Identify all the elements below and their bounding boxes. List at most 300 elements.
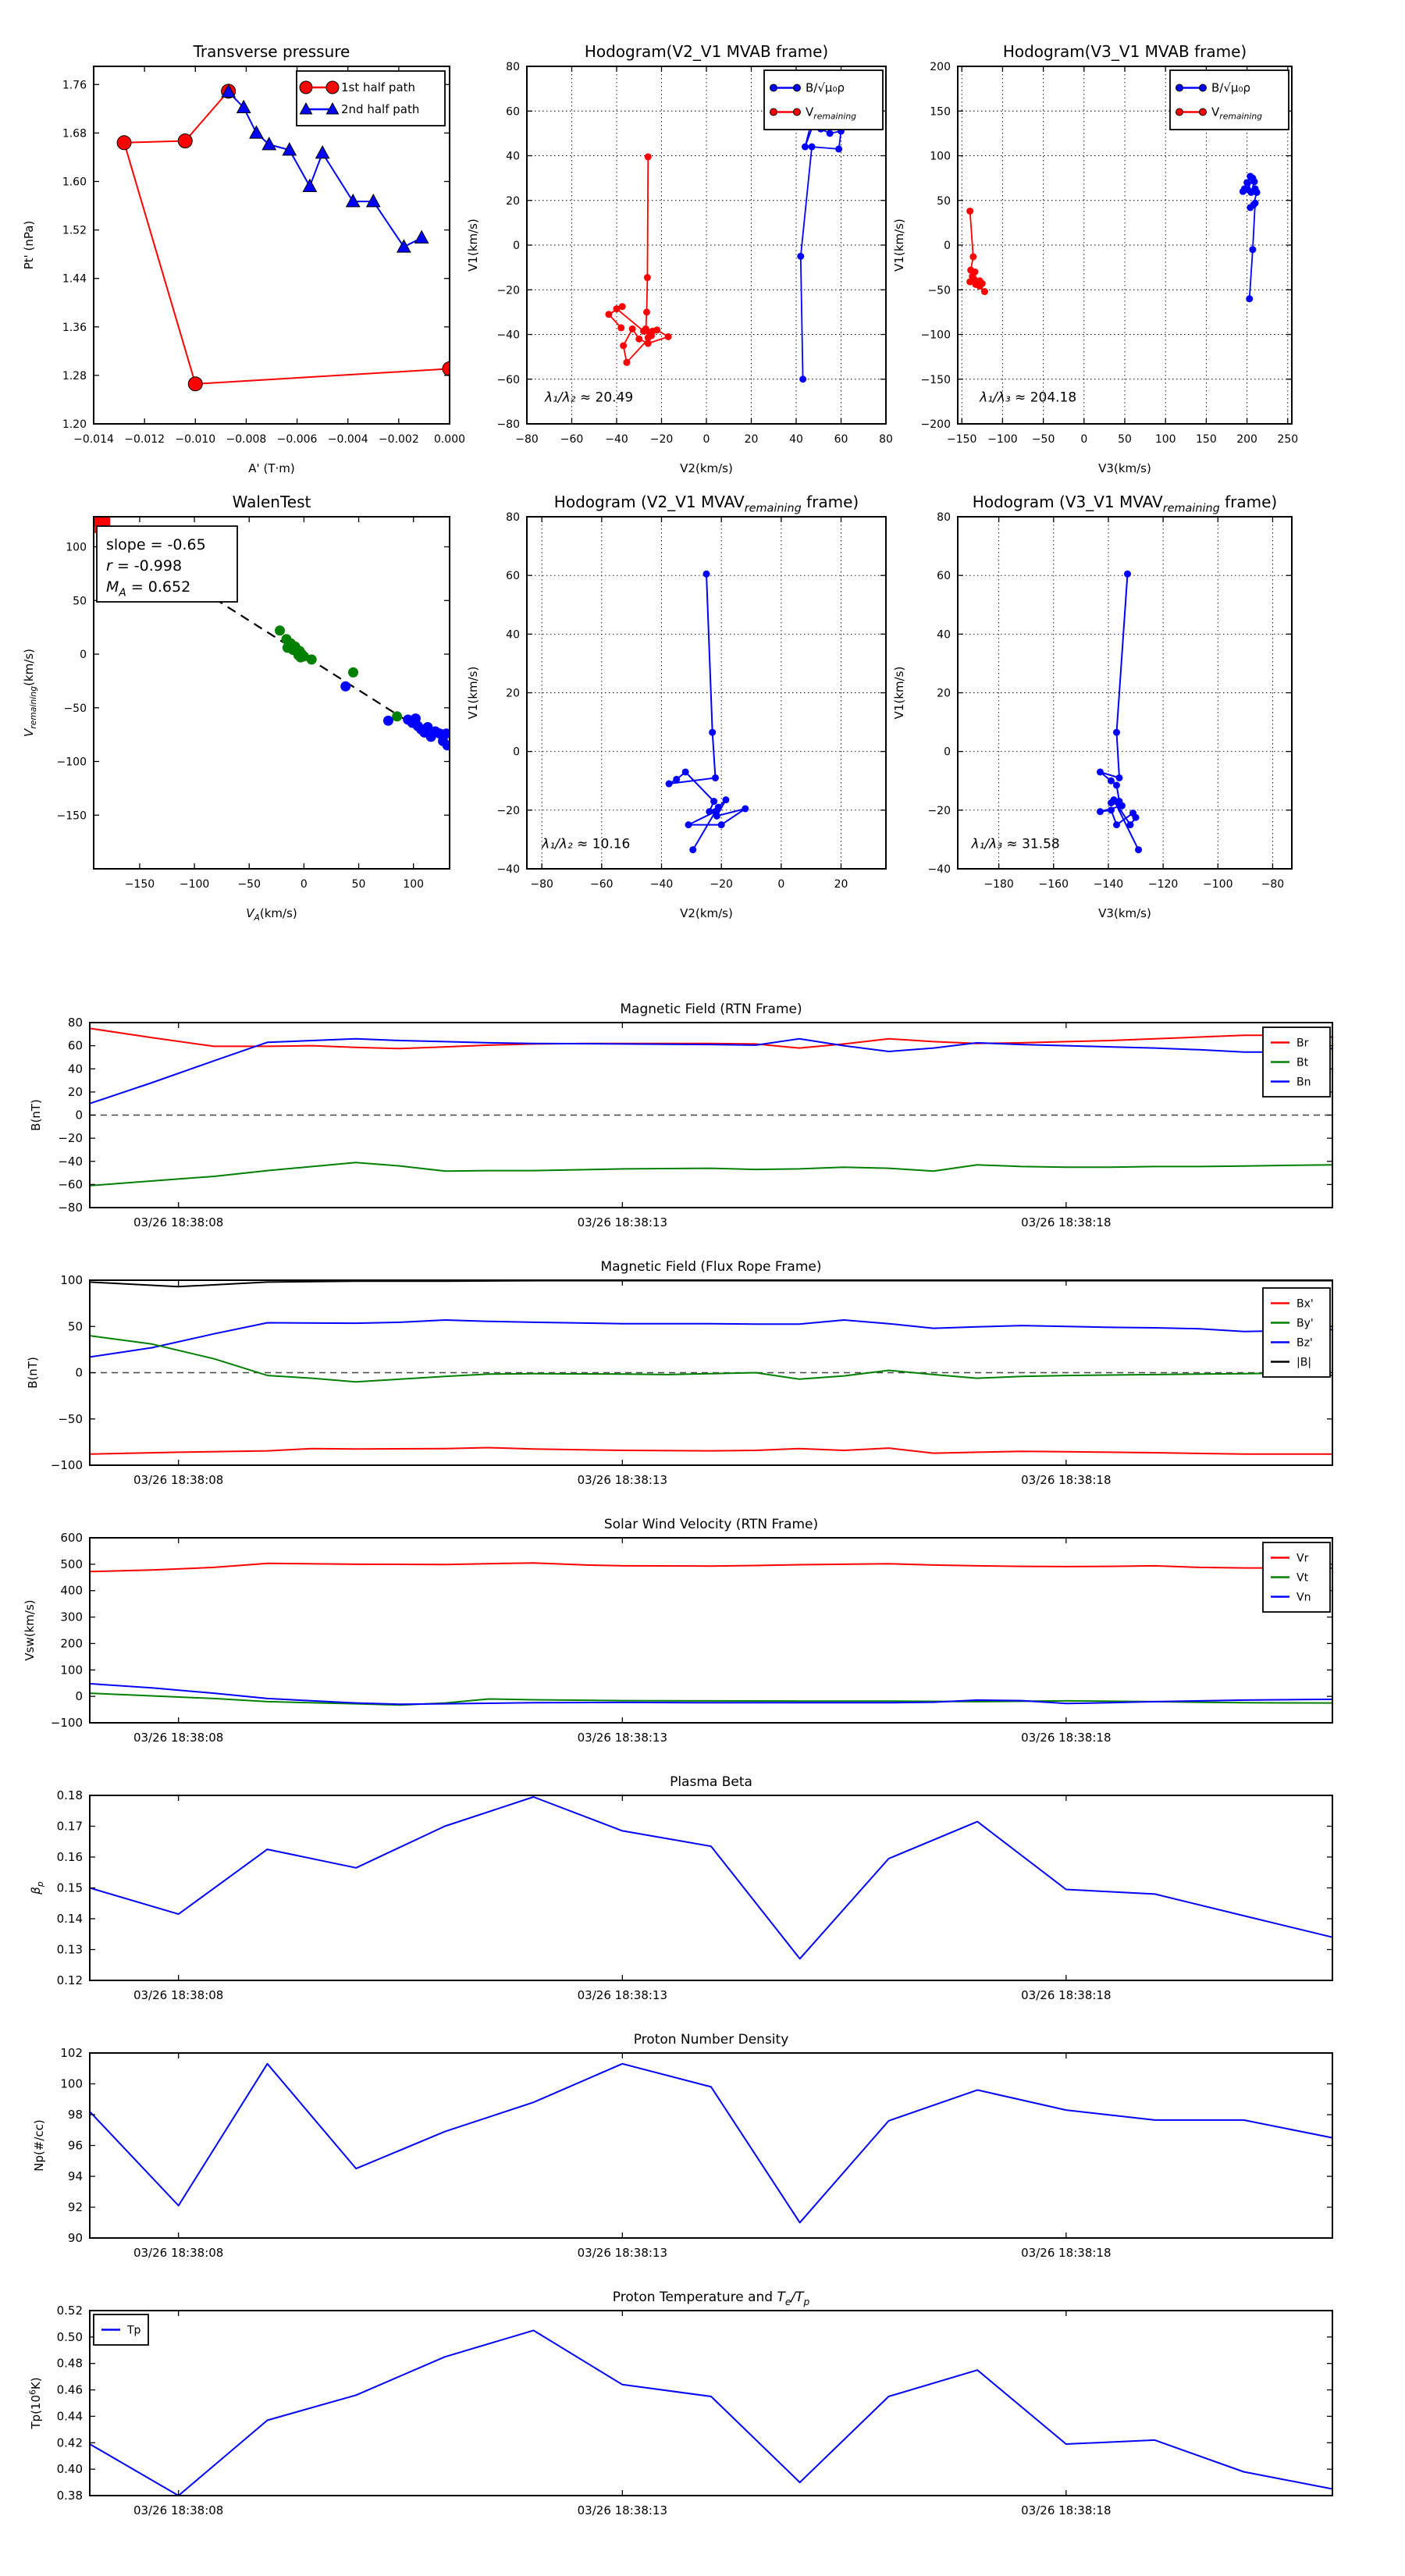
y-tick-label: 0.17 (56, 1819, 83, 1834)
y-axis-label: $\beta_p$ (29, 1881, 46, 1895)
x-tick-label: −80 (530, 878, 553, 891)
y-tick-label: 1.68 (62, 127, 87, 141)
data-point (619, 303, 626, 310)
data-point (178, 133, 192, 148)
data-point (666, 781, 673, 788)
x-tick-label: 50 (1118, 433, 1132, 446)
x-tick-label: 100 (403, 878, 425, 891)
chart-title: Solar Wind Velocity (RTN Frame) (603, 1517, 819, 1532)
data-point (1113, 781, 1120, 788)
legend (1263, 1542, 1330, 1612)
data-point (623, 359, 630, 366)
y-tick-label: −20 (496, 284, 520, 297)
x-tick-label: 0 (777, 878, 785, 891)
data-point (1243, 179, 1250, 186)
stats-line: $M_A = 0.652$ (106, 578, 191, 600)
data-point (1110, 796, 1117, 803)
data-point (1254, 189, 1261, 196)
chart-title: Hodogram (V3_V1 $MVAV_{remaining}$ frame) (972, 493, 1278, 515)
data-point (665, 333, 672, 340)
legend-label: 1st half path (341, 80, 416, 94)
x-tick-label: −120 (1147, 878, 1179, 891)
x-tick-label: −140 (1093, 878, 1124, 891)
chart-hodogram-v2v1-mvab (466, 42, 893, 475)
x-axis-label: $V_A(km/s)$ (246, 906, 297, 923)
y-tick-label: 0.44 (56, 2409, 83, 2424)
data-point (742, 805, 749, 812)
chart-title: Plasma Beta (670, 1774, 752, 1790)
data-point (1176, 84, 1183, 91)
data-point (722, 796, 729, 803)
x-tick-label: −0.014 (73, 433, 114, 446)
data-point (645, 340, 652, 347)
y-tick-label: 1.28 (62, 369, 87, 382)
chart-hodogram-v3v1-mvav (892, 493, 1292, 920)
x-tick-label: −100 (179, 878, 210, 891)
y-axis-label: $V_{remaining}(km/s)$ (22, 649, 39, 737)
data-point (117, 136, 131, 150)
data-point (689, 846, 696, 853)
x-tick-label: 03/26 18:38:08 (133, 1473, 224, 1487)
y-tick-label: −40 (496, 329, 520, 342)
y-tick-label: 0.50 (56, 2329, 83, 2344)
chart-title: Proton Number Density (633, 2032, 789, 2048)
x-tick-label: 03/26 18:38:18 (1021, 1988, 1112, 2002)
x-tick-label: −100 (987, 433, 1018, 446)
data-point (794, 109, 801, 116)
y-tick-label: 0.52 (56, 2304, 83, 2318)
y-tick-label: −40 (58, 1154, 83, 1169)
y-tick-label: 0.42 (56, 2435, 83, 2450)
x-tick-label: 03/26 18:38:18 (1021, 2246, 1112, 2260)
legend (1263, 1288, 1330, 1377)
data-point (966, 208, 973, 215)
data-point (673, 776, 680, 783)
data-point (969, 253, 976, 260)
plot-area (90, 1795, 1332, 1980)
y-axis-label: V1(km/s) (466, 219, 480, 272)
y-tick-label: 94 (67, 2169, 83, 2183)
data-point (1250, 178, 1257, 185)
x-tick-label: −100 (1203, 878, 1233, 891)
y-tick-label: 1.76 (62, 79, 87, 92)
x-tick-label: 03/26 18:38:13 (577, 1473, 668, 1487)
chart-title: Magnetic Field (Flux Rope Frame) (600, 1259, 822, 1275)
x-tick-label: −0.012 (124, 433, 165, 446)
y-tick-label: −200 (920, 418, 951, 431)
annotation: λ₁/λ₂ ≈ 10.16 (542, 836, 631, 852)
chart-walen-test (22, 493, 453, 923)
x-tick-label: 0 (702, 433, 710, 446)
y-axis-label: Np(#/cc) (32, 2119, 46, 2172)
y-tick-label: 20 (937, 687, 951, 700)
legend-label: $V_{remaining}$ (806, 105, 857, 122)
x-tick-label: 03/26 18:38:18 (1021, 1731, 1112, 1745)
x-tick-label: 03/26 18:38:13 (577, 2503, 668, 2517)
y-tick-label: −50 (63, 702, 87, 715)
y-tick-label: 200 (60, 1636, 83, 1651)
data-point (802, 144, 809, 151)
plot-area (90, 2053, 1332, 2238)
y-tick-label: 0.48 (56, 2356, 83, 2371)
data-point (1200, 84, 1207, 91)
y-tick-label: 300 (60, 1610, 83, 1624)
y-tick-label: 50 (67, 1319, 83, 1334)
x-tick-label: 03/26 18:38:08 (133, 1731, 224, 1745)
y-tick-label: −40 (496, 863, 520, 876)
x-tick-label: 0.000 (433, 433, 466, 446)
data-point (275, 625, 285, 635)
x-tick-label: 03/26 18:38:08 (133, 2503, 224, 2517)
annotation: λ₁/λ₂ ≈ 20.49 (545, 390, 634, 406)
annotation: λ₁/λ₃ ≈ 31.58 (971, 836, 1060, 852)
y-tick-label: −100 (56, 756, 87, 769)
y-tick-label: −150 (920, 373, 951, 386)
x-tick-label: −80 (515, 433, 539, 446)
y-tick-label: 0 (513, 240, 520, 252)
y-tick-label: 80 (937, 511, 951, 524)
legend-label: Br (1297, 1037, 1309, 1050)
data-point (188, 377, 202, 391)
data-point (1252, 200, 1259, 207)
x-tick-label: 03/26 18:38:13 (577, 1731, 668, 1745)
x-tick-label: 03/26 18:38:18 (1021, 2503, 1112, 2517)
legend-label: |B| (1297, 1356, 1312, 1369)
data-point (1113, 821, 1120, 828)
x-axis-label: V3(km/s) (1098, 461, 1151, 475)
data-point (685, 821, 692, 828)
y-tick-label: 98 (67, 2108, 83, 2122)
y-tick-label: 600 (60, 1531, 83, 1545)
y-tick-label: 0 (75, 1108, 83, 1123)
data-point (682, 768, 689, 775)
y-tick-label: 150 (930, 105, 951, 119)
x-tick-label: −50 (1031, 433, 1055, 446)
chart-plasma-beta (29, 1774, 1332, 2002)
y-tick-label: 92 (67, 2200, 83, 2215)
data-point (1115, 774, 1122, 781)
legend-label: Vn (1297, 1591, 1311, 1604)
data-point (653, 326, 660, 333)
x-tick-label: 03/26 18:38:08 (133, 2246, 224, 2260)
x-axis-label: V3(km/s) (1098, 906, 1151, 920)
data-point (326, 81, 339, 94)
data-point (644, 274, 651, 281)
data-point (1119, 802, 1126, 809)
data-point (706, 808, 713, 815)
data-point (809, 144, 816, 151)
x-tick-label: −40 (605, 433, 628, 446)
data-point (348, 667, 358, 678)
y-tick-label: −100 (50, 1716, 83, 1730)
data-point (976, 283, 984, 290)
data-point (710, 798, 717, 805)
y-tick-label: 0.16 (56, 1850, 83, 1864)
y-tick-label: 40 (67, 1062, 83, 1076)
y-tick-label: −50 (927, 284, 951, 297)
data-point (1108, 806, 1115, 813)
x-tick-label: −150 (946, 433, 977, 446)
y-axis-label: $Tp(10^6K)$ (27, 2377, 43, 2429)
y-tick-label: 80 (506, 511, 520, 524)
data-point (712, 808, 719, 815)
chart-hodogram-v2v1-mvav (466, 493, 886, 920)
legend (764, 70, 883, 130)
data-point (703, 571, 710, 578)
data-point (1127, 821, 1134, 828)
y-tick-label: −40 (927, 863, 951, 876)
data-point (307, 654, 317, 664)
data-point (1097, 808, 1104, 815)
x-tick-label: 150 (1196, 433, 1217, 446)
x-tick-label: −150 (124, 878, 155, 891)
legend-label: Bx' (1297, 1297, 1314, 1311)
y-tick-label: 100 (66, 541, 87, 554)
y-tick-label: −80 (58, 1201, 83, 1215)
data-point (617, 324, 624, 331)
y-axis-label: Pt' (nPa) (22, 220, 36, 270)
legend-box (297, 71, 445, 126)
data-point (645, 153, 652, 160)
data-point (1124, 571, 1131, 578)
x-axis-label: A' (T·m) (248, 461, 295, 475)
x-tick-label: 03/26 18:38:18 (1021, 1215, 1112, 1229)
y-axis-label: V1(km/s) (466, 666, 480, 720)
y-tick-label: −100 (50, 1458, 83, 1472)
data-point (981, 288, 988, 295)
y-tick-label: 1.36 (62, 321, 87, 334)
y-tick-label: 1.60 (62, 176, 87, 189)
y-tick-label: 500 (60, 1557, 83, 1571)
y-tick-label: 1.52 (62, 224, 87, 237)
chart-magnetic-field-rtn (29, 1002, 1332, 1229)
legend-label: Bn (1297, 1076, 1311, 1089)
x-tick-label: −0.008 (226, 433, 267, 446)
y-tick-label: 0 (513, 745, 520, 759)
y-tick-label: 80 (506, 61, 520, 73)
data-point (640, 328, 647, 335)
x-tick-label: 0 (300, 878, 308, 891)
legend-label: Bz' (1297, 1336, 1313, 1350)
data-point (712, 774, 719, 781)
legend-label: Tp (127, 2324, 141, 2337)
y-tick-label: 0.46 (56, 2382, 83, 2397)
y-tick-label: 0 (944, 745, 951, 759)
x-tick-label: −60 (560, 433, 584, 446)
y-tick-label: −20 (496, 804, 520, 817)
stats-line: r = -0.998 (106, 557, 183, 575)
y-tick-label: 40 (506, 628, 520, 642)
x-tick-label: 03/26 18:38:13 (577, 1988, 668, 2002)
y-tick-label: −60 (58, 1177, 83, 1192)
data-point (648, 332, 655, 339)
chart-title: Hodogram(V3_V1 MVAB frame) (1002, 42, 1247, 61)
x-tick-label: 03/26 18:38:18 (1021, 1473, 1112, 1487)
y-tick-label: 1.20 (62, 418, 87, 431)
data-point (718, 821, 725, 828)
data-point (770, 109, 777, 116)
x-tick-label: −60 (590, 878, 614, 891)
chart-title: WalenTest (232, 493, 311, 511)
x-tick-label: −0.010 (175, 433, 216, 446)
y-tick-label: 0 (944, 240, 951, 252)
data-point (620, 342, 627, 349)
y-tick-label: 20 (506, 687, 520, 700)
x-tick-label: 40 (789, 433, 803, 446)
y-tick-label: 400 (60, 1583, 83, 1598)
data-point (1135, 846, 1142, 853)
y-tick-label: 40 (937, 628, 951, 642)
data-point (443, 740, 453, 750)
legend-label: B/√μ₀ρ (806, 80, 845, 95)
x-tick-label: 03/26 18:38:13 (577, 2246, 668, 2260)
y-tick-label: −20 (927, 804, 951, 817)
stats-line: slope = -0.65 (106, 536, 206, 553)
data-point (827, 130, 834, 137)
y-axis-label: B(nT) (29, 1099, 43, 1131)
y-tick-label: 50 (73, 595, 87, 608)
y-tick-label: 0.38 (56, 2489, 83, 2503)
annotation: λ₁/λ₃ ≈ 204.18 (980, 390, 1077, 406)
y-tick-label: 0.15 (56, 1880, 83, 1895)
chart-hodogram-v3v1-mvab (892, 42, 1298, 475)
y-tick-label: 40 (506, 150, 520, 163)
data-point (383, 716, 393, 726)
data-point (605, 311, 612, 318)
y-tick-label: 60 (67, 1038, 83, 1053)
y-tick-label: 50 (937, 194, 951, 208)
legend-label: By' (1297, 1317, 1314, 1330)
legend-label: Vr (1297, 1552, 1309, 1565)
y-tick-label: −100 (920, 329, 951, 342)
y-tick-label: 0.14 (56, 1912, 83, 1926)
data-point (1133, 814, 1140, 821)
y-tick-label: 60 (937, 570, 951, 583)
x-tick-label: −20 (710, 878, 733, 891)
y-tick-label: 20 (67, 1084, 83, 1099)
chart-magnetic-field-flux-rope (26, 1259, 1332, 1487)
y-axis-label: B(nT) (26, 1357, 40, 1389)
x-tick-label: −20 (649, 433, 674, 446)
data-point (643, 308, 650, 315)
x-axis-label: V2(km/s) (680, 906, 733, 920)
x-tick-label: −160 (1038, 878, 1069, 891)
y-axis-label: V1(km/s) (892, 666, 906, 720)
data-point (709, 729, 716, 736)
plot-area (90, 2311, 1332, 2496)
chart-title: Transverse pressure (193, 42, 350, 61)
x-tick-label: 250 (1277, 433, 1299, 446)
chart-title: Proton Temperature and $T_e/T_p$ (612, 2290, 810, 2307)
y-tick-label: 100 (930, 150, 951, 163)
data-point (629, 326, 636, 333)
x-tick-label: −50 (237, 878, 261, 891)
y-tick-label: −20 (58, 1131, 83, 1146)
legend-label: Bt (1297, 1056, 1309, 1069)
chart-solar-wind-velocity (23, 1517, 1332, 1745)
legend-label: 2nd half path (341, 102, 420, 116)
chart-title: Hodogram (V2_V1 $MVAV_{remaining}$ frame) (553, 493, 859, 515)
y-axis-label: V1(km/s) (892, 219, 906, 272)
data-point (1249, 246, 1256, 253)
x-tick-label: −0.006 (276, 433, 318, 446)
y-tick-label: −150 (56, 809, 87, 823)
y-tick-label: 102 (60, 2046, 83, 2060)
y-tick-label: 0 (80, 649, 87, 661)
y-tick-label: 60 (506, 105, 520, 119)
y-tick-label: 80 (67, 1016, 83, 1030)
x-tick-label: 60 (834, 433, 848, 446)
data-point (1097, 768, 1104, 775)
legend (1263, 1027, 1330, 1097)
y-tick-label: 100 (60, 1663, 83, 1678)
y-tick-label: 90 (67, 2231, 83, 2245)
x-tick-label: 20 (744, 433, 759, 446)
x-axis-label: V2(km/s) (680, 461, 733, 475)
y-tick-label: 20 (506, 194, 520, 208)
data-point (340, 681, 350, 692)
x-tick-label: 100 (1154, 433, 1176, 446)
y-tick-label: 60 (506, 570, 520, 583)
x-tick-label: 0 (1080, 433, 1088, 446)
legend-label: Vt (1297, 1571, 1309, 1585)
data-point (1200, 109, 1207, 116)
y-tick-label: 0 (75, 1365, 83, 1380)
legend (1170, 70, 1289, 130)
data-point (770, 84, 777, 91)
x-tick-label: −80 (1261, 878, 1285, 891)
y-axis-label: Vsw(km/s) (23, 1599, 37, 1661)
y-tick-label: −50 (58, 1411, 83, 1426)
data-point (392, 711, 402, 721)
y-tick-label: 200 (930, 61, 951, 73)
legend (297, 71, 445, 126)
legend (94, 2314, 148, 2345)
x-tick-label: −180 (984, 878, 1014, 891)
y-tick-label: 0 (75, 1689, 83, 1704)
x-tick-label: −40 (649, 878, 674, 891)
y-tick-label: 96 (67, 2138, 83, 2153)
data-point (797, 253, 804, 260)
y-tick-label: 0.40 (56, 2462, 83, 2477)
data-point (1108, 777, 1115, 785)
y-tick-label: −80 (496, 418, 520, 431)
x-tick-label: 50 (351, 878, 366, 891)
chart-proton-number-density (32, 2032, 1332, 2260)
y-tick-label: 0.12 (56, 1973, 83, 1987)
legend-label: $V_{remaining}$ (1211, 105, 1263, 122)
data-point (1176, 109, 1183, 116)
y-tick-label: 100 (60, 2076, 83, 2091)
data-point (794, 84, 801, 91)
x-tick-label: 20 (834, 878, 848, 891)
data-point (835, 145, 842, 152)
y-tick-label: −60 (496, 373, 520, 386)
x-tick-label: 03/26 18:38:13 (577, 1215, 668, 1229)
data-point (300, 81, 312, 94)
y-tick-label: 0.18 (56, 1788, 83, 1802)
chart-title: Hodogram(V2_V1 MVAB frame) (584, 42, 829, 61)
y-tick-label: 0.13 (56, 1942, 83, 1957)
x-tick-label: −0.004 (327, 433, 368, 446)
chart-proton-temperature (27, 2290, 1332, 2517)
x-tick-label: 03/26 18:38:08 (133, 1988, 224, 2002)
legend-label: B/√μ₀ρ (1211, 80, 1250, 95)
x-tick-label: −0.002 (378, 433, 419, 446)
data-point (1246, 295, 1253, 302)
y-tick-label: 1.44 (62, 272, 87, 286)
data-point (799, 375, 806, 382)
